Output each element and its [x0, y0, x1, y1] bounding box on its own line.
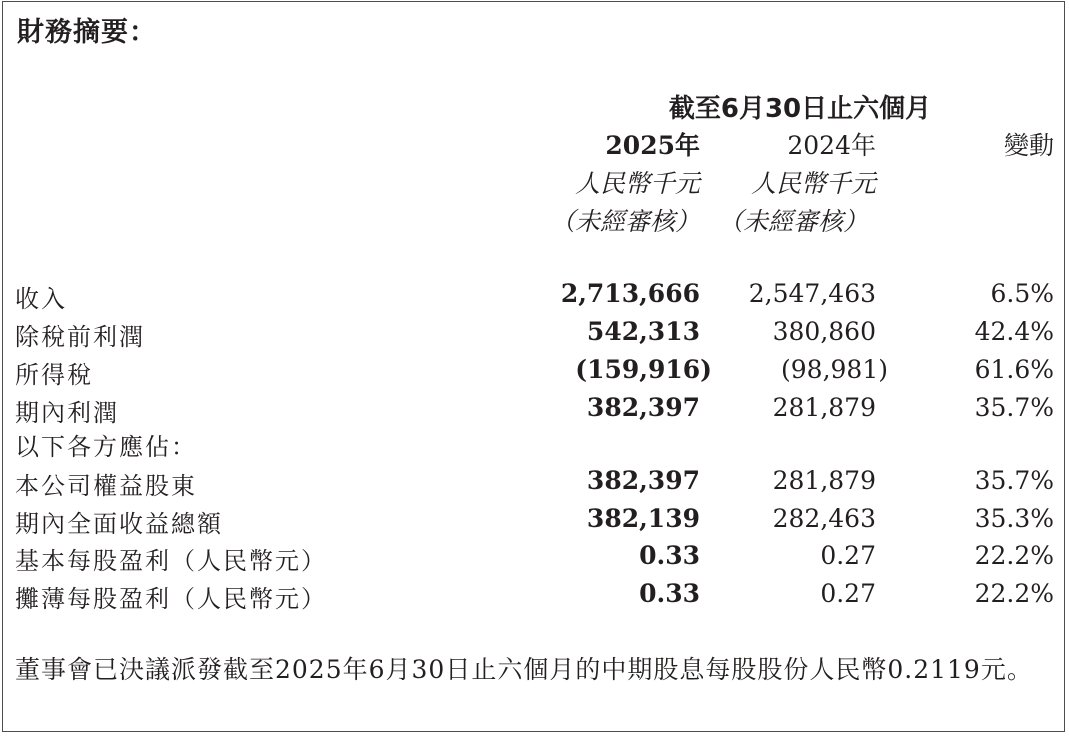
value-2025: 382,139: [586, 504, 700, 533]
row-label: 攤薄每股盈利（人民幣元）: [15, 585, 327, 613]
value-change: 22.2%: [974, 541, 1054, 570]
table-row: [0, 355, 1069, 393]
period-header: 截至6月30日止六個月: [668, 94, 932, 124]
table-row: [0, 317, 1069, 355]
row-label: 收入: [15, 285, 67, 313]
value-2024: 282,463: [772, 504, 876, 533]
row-label: 除稅前利潤: [15, 323, 145, 351]
dividend-note: 董事會已決議派發截至2025年6月30日止六個月的中期股息每股股份人民幣0.2119元。: [15, 655, 1033, 684]
table-row: [0, 427, 1069, 465]
value-2025: 0.33: [639, 579, 700, 608]
row-label: 期內全面收益總額: [15, 510, 223, 538]
col-2025-year: 2025年: [605, 131, 700, 160]
value-change: 42.4%: [974, 317, 1054, 346]
value-2024: (98,981): [781, 355, 888, 384]
row-label: 本公司權益股東: [15, 472, 197, 500]
value-2024: 0.27: [820, 579, 876, 608]
row-label: 所得稅: [15, 361, 93, 389]
table-row: [0, 393, 1069, 431]
row-label: 期內利潤: [15, 399, 119, 427]
col-change-header: 變動: [1003, 131, 1054, 160]
value-2025: 382,397: [586, 466, 700, 495]
value-2024: 281,879: [772, 393, 876, 422]
value-2025: 2,713,666: [560, 279, 700, 308]
col-2024-unit: 人民幣千元: [750, 169, 876, 198]
value-change: 35.7%: [974, 393, 1054, 422]
table-row: [0, 579, 1069, 617]
value-change: 61.6%: [974, 355, 1054, 384]
value-2025: (159,916): [575, 355, 712, 384]
value-2025: 542,313: [586, 317, 700, 346]
value-2024: 2,547,463: [748, 279, 876, 308]
table-row: [0, 541, 1069, 579]
section-title: 財務摘要：: [17, 17, 157, 48]
value-2025: 0.33: [639, 541, 700, 570]
value-change: 22.2%: [974, 579, 1054, 608]
value-2025: 382,397: [586, 393, 700, 422]
col-2025-audit: （未經審核）: [549, 207, 700, 236]
col-2025-unit: 人民幣千元: [574, 169, 700, 198]
value-change: 35.7%: [974, 466, 1054, 495]
table-row: [0, 504, 1069, 542]
table-row: [0, 466, 1069, 504]
row-label: 以下各方應佔：: [15, 433, 197, 461]
col-2024-year: 2024年: [787, 131, 876, 160]
table-row: [0, 279, 1069, 317]
row-label: 基本每股盈利（人民幣元）: [15, 547, 327, 575]
value-change: 6.5%: [990, 279, 1054, 308]
value-2024: 0.27: [820, 541, 876, 570]
value-change: 35.3%: [974, 504, 1054, 533]
value-2024: 380,860: [772, 317, 876, 346]
value-2024: 281,879: [772, 466, 876, 495]
col-2024-audit: （未經審核）: [717, 207, 868, 236]
